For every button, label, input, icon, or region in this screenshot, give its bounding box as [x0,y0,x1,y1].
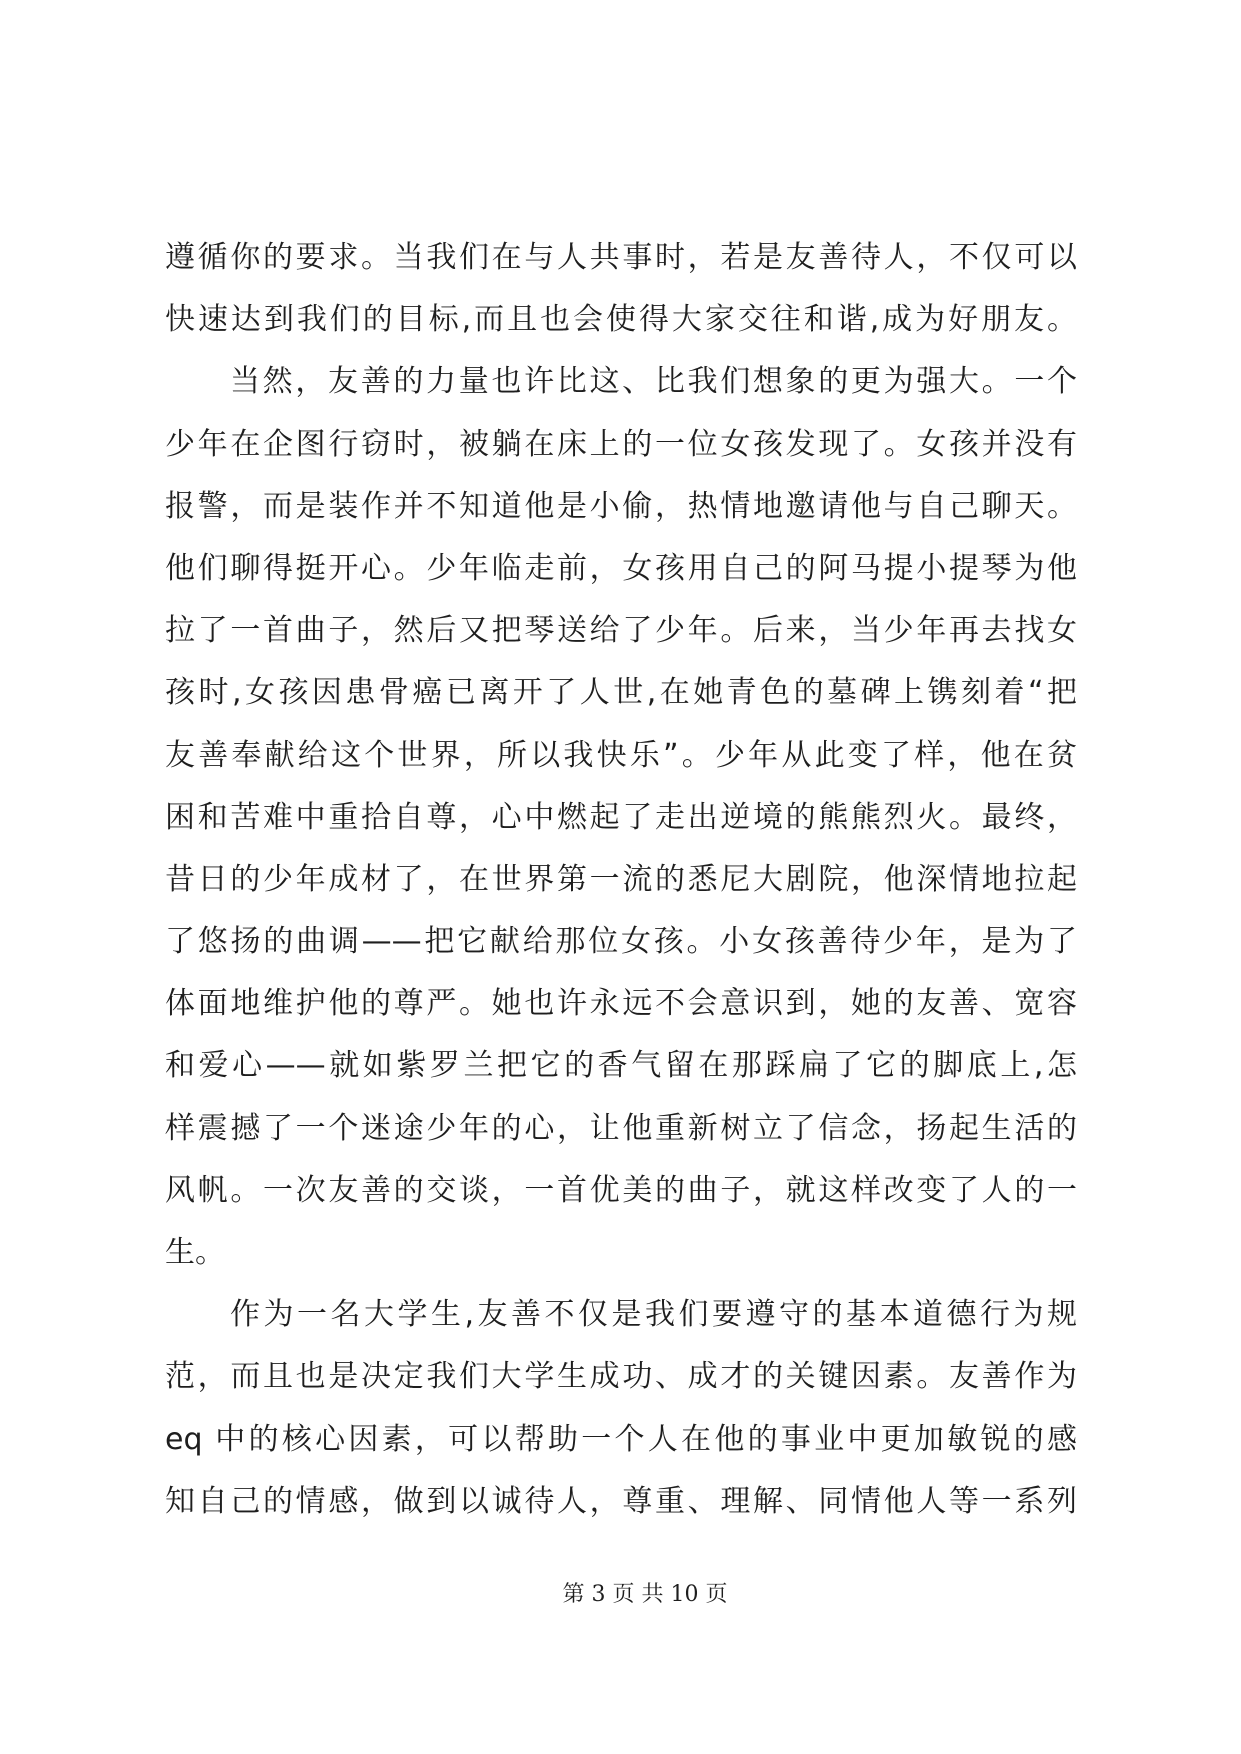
paragraph [165,227,1077,351]
paragraph [165,351,1077,1284]
text-line: 他们聊得挺开心。少年临走前，女孩用自己的阿马提小提琴为他 [165,550,1077,586]
text-line: 作为一名大学生,友善不仅是我们要遵守的基本道德行为规 [230,1297,1077,1333]
text-line: 范，而且也是决定我们大学生成功、成才的关键因素。友善作为 [165,1359,1077,1395]
text-line: 昔日的少年成材了，在世界第一流的悉尼大剧院，他深情地拉起 [165,861,1077,897]
text-line: 少年在企图行窃时，被躺在床上的一位女孩发现了。女孩并没有 [165,426,1077,462]
text-line: 孩时,女孩因患骨癌已离开了人世,在她青色的墓碑上镌刻着“把 [165,675,1077,711]
text-line: 遵循你的要求。当我们在与人共事时，若是友善待人，不仅可以 [165,240,1077,275]
text-line: 体面地维护他的尊严。她也许永远不会意识到，她的友善、宽容 [165,986,1077,1022]
page-footer: 第 3 页 共 10 页 [562,1582,728,1607]
paragraph [165,1284,1077,1533]
text-line: 友善奉献给这个世界，所以我快乐”。少年从此变了样，他在贫 [165,737,1077,773]
text-line: 了悠扬的曲调——把它献给那位女孩。小女孩善待少年，是为了 [165,924,1077,960]
text-line: 困和苦难中重拾自尊，心中燃起了走出逆境的熊熊烈火。最终， [165,799,1077,835]
text-line: 快速达到我们的目标,而且也会使得大家交往和谐,成为好朋友。 [165,302,1077,338]
text-line: 知自己的情感，做到以诚待人，尊重、理解、同情他人等一系列 [165,1483,1077,1519]
text-line: 报警，而是装作并不知道他是小偷，热情地邀请他与自己聊天。 [165,488,1077,524]
text-line: 和爱心——就如紫罗兰把它的香气留在那踩扁了它的脚底上,怎 [165,1048,1077,1084]
text-line: 生。 [165,1235,225,1270]
text-line: eq 中的核心因素，可以帮助一个人在他的事业中更加敏锐的感 [165,1421,1077,1457]
page-body [165,227,1077,1533]
text-line: 样震撼了一个迷途少年的心，让他重新树立了信念，扬起生活的 [165,1110,1077,1146]
text-line: 当然，友善的力量也许比这、比我们想象的更为强大。一个 [230,364,1077,400]
text-line: 拉了一首曲子，然后又把琴送给了少年。后来，当少年再去找女 [165,613,1077,649]
text-line: 风帆。一次友善的交谈，一首优美的曲子，就这样改变了人的一 [165,1172,1077,1208]
